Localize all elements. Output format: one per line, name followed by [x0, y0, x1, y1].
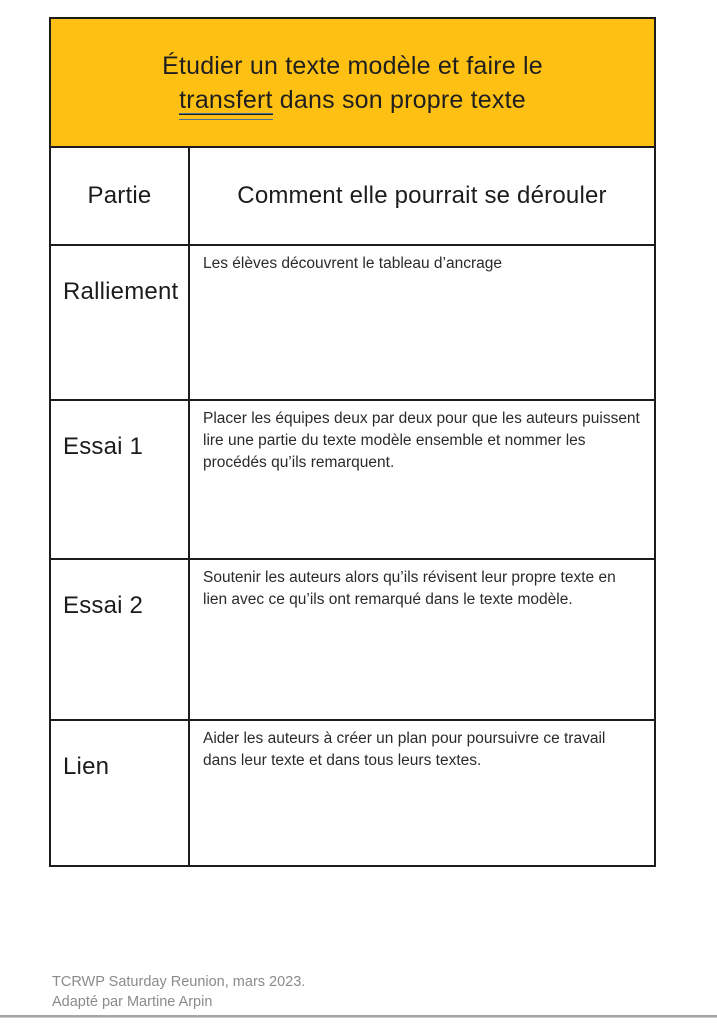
part-description: Soutenir les auteurs alors qu’ils révisent leur propre texte en lien avec ce qu’ils ont remarqué dans le texte modèle. [203, 569, 616, 608]
part-description: Aider les auteurs à créer un plan pour poursuivre ce travail dans leur texte et dans tous leurs textes. [203, 730, 606, 769]
part-label: Ralliement [51, 246, 190, 399]
content-sheet [49, 17, 656, 867]
part-description: Les élèves découvrent le tableau d’ancrage [203, 255, 503, 272]
part-description: Placer les équipes deux par deux pour que les auteurs puissent lire une partie du texte modèle ensemble et nommer les procédés qu’ils remarquent. [203, 410, 640, 471]
title-underlined-word: transfert [179, 85, 273, 114]
table-row [51, 399, 654, 558]
part-label: Essai 1 [51, 401, 190, 558]
title-line1: Étudier un texte modèle et faire le [162, 51, 543, 80]
footer-source: TCRWP Saturday Reunion, mars 2023. [52, 974, 306, 990]
footer-author: Adapté par Martine Arpin [52, 994, 213, 1010]
footer-attribution [52, 972, 305, 1012]
title-line2-rest: dans son propre texte [272, 85, 526, 114]
column-header-partie: Partie [51, 148, 190, 244]
table-row [51, 558, 654, 719]
table-row [51, 719, 654, 865]
part-label: Lien [51, 721, 190, 865]
lesson-table [49, 146, 656, 867]
page-title [162, 49, 543, 117]
table-header-row [51, 148, 654, 244]
title-banner [49, 17, 656, 148]
bottom-divider [0, 1015, 717, 1018]
part-label: Essai 2 [51, 560, 190, 719]
column-header-description: Comment elle pourrait se dérouler [237, 182, 607, 209]
table-row [51, 244, 654, 399]
